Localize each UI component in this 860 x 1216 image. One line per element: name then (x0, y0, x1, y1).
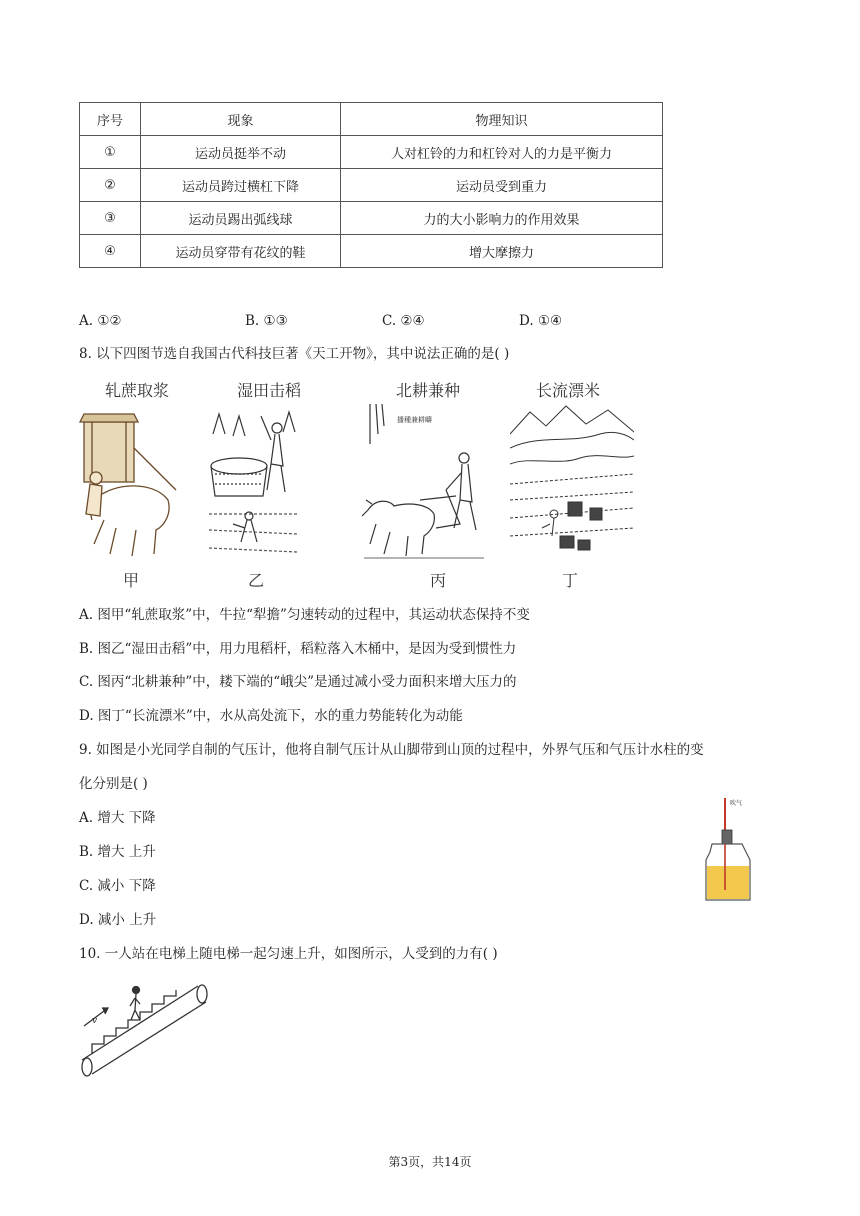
table-cell: ② (80, 169, 141, 202)
table-cell: 运动员受到重力 (341, 169, 663, 202)
q8-option-a: A. 图甲“轧蔗取浆”中，牛拉“犁擔”匀速转动的过程中，其运动状态保持不变 (79, 607, 530, 623)
table-row (80, 235, 663, 268)
image-title-ding: 长流漂米 (536, 381, 601, 400)
table-row (80, 136, 663, 169)
header-cell: 物理知识 (341, 103, 663, 136)
q8-option-d: D. 图丁“长流漂米”中，水从高处流下，水的重力势能转化为动能 (79, 708, 463, 724)
header-cell: 现象 (141, 103, 341, 136)
image-caption-small: 播種兼耕疇 (397, 416, 432, 424)
table-row (80, 202, 663, 235)
table-row (80, 169, 663, 202)
q9-stem-line2: 化分别是( ) (79, 776, 148, 792)
q8-stem: 8. 以下四图节选自我国古代科技巨著《天工开物》，其中说法正确的是( ) (79, 346, 510, 362)
sugarcane-press-illustration (76, 404, 182, 564)
image-label-bing: 丙 (430, 571, 447, 590)
rice-threshing-illustration (205, 404, 301, 564)
q9-option-b: B. 增大 上升 (79, 844, 156, 860)
table-cell: 运动员穿带有花纹的鞋 (141, 235, 341, 268)
escalator-illustration (78, 974, 210, 1080)
q8-option-b: B. 图乙“湿田击稻”中，用力甩稻杆，稻粒落入木桶中，是因为受到惯性力 (79, 641, 517, 657)
physics-table (79, 102, 663, 268)
q9-option-c: C. 减小 下降 (79, 878, 156, 894)
table-cell: 运动员挺举不动 (141, 136, 341, 169)
image-title-jia: 轧蔗取浆 (105, 381, 170, 400)
barometer-illustration (700, 790, 760, 906)
page-footer: 第3页，共14页 (388, 1155, 472, 1169)
q9-option-d: D. 减小 上升 (79, 912, 157, 928)
q8-option-c: C. 图丙“北耕兼种”中，耧下端的“峨尖”是通过减小受力面积来增大压力的 (79, 674, 517, 690)
table-cell: 运动员踢出弧线球 (141, 202, 341, 235)
image-label-jia: 甲 (123, 571, 140, 590)
q9-option-a: A. 增大 下降 (79, 810, 156, 826)
q7-option-c: C. ②④ (382, 313, 425, 329)
table-cell: 运动员跨过横杠下降 (141, 169, 341, 202)
table-cell: 增大摩擦力 (341, 235, 663, 268)
barometer-label: 吹气 (730, 800, 743, 807)
image-title-yi: 湿田击稻 (237, 381, 302, 400)
image-label-yi: 乙 (248, 571, 265, 590)
image-title-bing: 北耕兼种 (396, 381, 461, 400)
header-cell: 序号 (80, 103, 141, 136)
table-cell: ① (80, 136, 141, 169)
water-mill-illustration (510, 404, 634, 564)
q7-option-a: A. ①② (79, 313, 122, 329)
table-cell: 力的大小影响力的作用效果 (341, 202, 663, 235)
table-header-row (80, 103, 663, 136)
image-label-ding: 丁 (562, 571, 579, 590)
table-cell: ③ (80, 202, 141, 235)
q10-stem: 10. 一人站在电梯上随电梯一起匀速上升，如图所示，人受到的力有( ) (79, 946, 498, 962)
barometer-liquid (707, 866, 749, 899)
q9-stem-line1: 9. 如图是小光同学自制的气压计，他将自制气压计从山脚带到山顶的过程中，外界气压和气压计水柱的变 (79, 742, 704, 758)
ploughing-illustration (360, 404, 488, 564)
table-cell: 人对杠铃的力和杠铃对人的力是平衡力 (341, 136, 663, 169)
table-cell: ④ (80, 235, 141, 268)
q7-option-b: B. ①③ (245, 313, 288, 329)
velocity-label: v (92, 1016, 98, 1026)
q7-option-d: D. ①④ (519, 313, 563, 329)
